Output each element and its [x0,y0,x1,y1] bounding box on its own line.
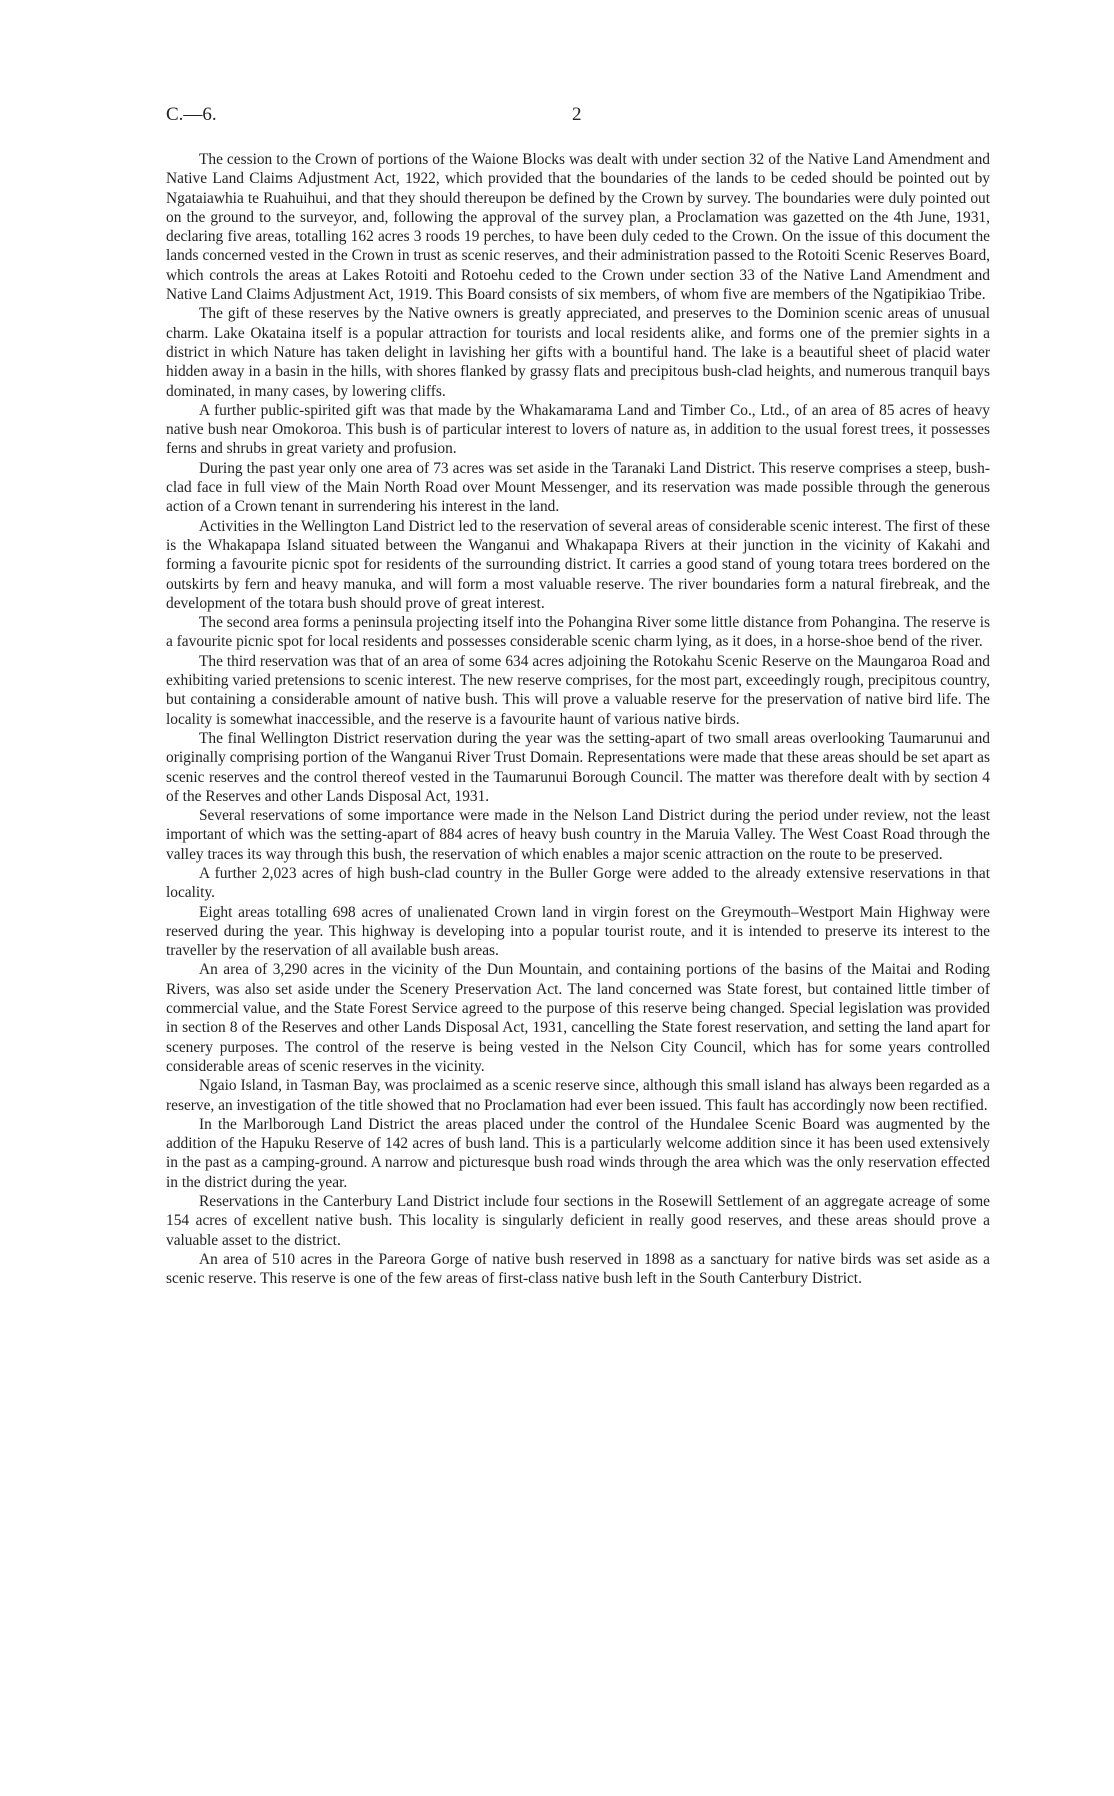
paragraph-nelson-maruia: Several reservations of some importance were made in the Nelson Land District during the period under review, not the least important of which was the setting-apart of 884 acres of heavy bush country in the Maruia Valley. The West Coast Road through the valley traces its way through this bush, the reservation of which enables a major scenic attraction on the route to be preserved. [166,807,990,863]
document-body [166,150,990,1289]
paragraph-ngaio-island: Ngaio Island, in Tasman Bay, was proclaimed as a scenic reserve since, although this small island has always been regarded as a reserve, an investigation of the title showed that no Proclamation had ever been issued. This fault has accordingly now been rectified. [166,1077,990,1114]
paragraph-taumarunui: The final Wellington District reservation during the year was the setting-apart of two small areas overlooking Taumarunui and originally comprising portion of the Wanganui River Trust Domain. Representations were made that these areas should be set apart as scenic reserves and the control thereof vested in the Taumarunui Borough Council. The matter was therefore dealt with by section 4 of the Reserves and other Lands Disposal Act, 1931. [166,729,990,805]
paragraph-dun-mountain: An area of 3,290 acres in the vicinity of the Dun Mountain, and containing portions of the basins of the Maitai and Roding Rivers, was also set aside under the Scenery Preservation Act. The land concerned was State forest, but contained little timber of commercial value, and the State Forest Service agreed to the purpose of this reserve being changed. Special legislation was provided in section 8 of the Reserves and other Lands Disposal Act, 1931, cancelling the State forest reservation, and setting the land apart for scenery purposes. The control of the reserve is being vested in the Nelson City Council, which has for some years controlled considerable areas of scenic reserves in the vicinity. [166,961,990,1075]
paragraph-lake-okataina: The gift of these reserves by the Native owners is greatly appreciated, and preserves to the Dominion scenic areas of unusual charm. Lake Okataina itself is a popular attraction for tourists and local residents alike, and forms one of the premier sights in a district in which Nature has taken delight in lavishing her gifts with a bountiful hand. The lake is a beautiful sheet of placid water hidden away in a basin in the hills, with shores flanked by grassy flats and precipitous bush-clad heights, and numerous tranquil bays dominated, in many cases, by lowering cliffs. [166,305,990,400]
paragraph-marlborough: In the Marlborough Land District the areas placed under the control of the Hundalee Scenic Board was augmented by the addition of the Hapuku Reserve of 142 acres of bush land. This is a particularly welcome addition since it has been used extensively in the past as a camping-ground. A narrow and picturesque bush road winds through the area which was the only reservation effected in the district during the year. [166,1115,990,1191]
paragraph-pohangina: The second area forms a peninsula projecting itself into the Pohangina River some little distance from Pohangina. The reserve is a favourite picnic spot for local residents and possesses considerable scenic charm lying, as it does, in a horse-shoe bend of the river. [166,614,990,651]
paragraph-buller-gorge: A further 2,023 acres of high bush-clad country in the Buller Gorge were added to the already extensive reservations in that locality. [166,864,990,902]
paragraph-pareora-gorge: An area of 510 acres in the Pareora Gorge of native bush reserved in 1898 as a sanctuary for native birds was set aside as a scenic reserve. This reserve is one of the few areas of first-class native bush left in the South Canterbury District. [166,1250,990,1288]
paragraph-waione-blocks: The cession to the Crown of portions of the Waione Blocks was dealt with under section 32 of the Native Land Amendment and Native Land Claims Adjustment Act, 1922, which provided that the boundaries of the lands to be ceded should be pointed out by Ngataiawhia te Ruahuihui, and that they should thereupon be defined by the Crown by survey. The boundaries were duly pointed out on the ground to the surveyor, and, following the approval of the survey plan, a Proclamation was gazetted on the 4th June, 1931, declaring five areas, totalling 162 acres 3 roods 19 perches, to have been duly ceded to the Crown. On the issue of this document the lands concerned vested in the Crown in trust as scenic reserves, and their administration passed to the Rotoiti Scenic Reserves Board, which controls the areas at Lakes Rotoiti and Rotoehu ceded to the Crown under section 33 of the Native Land Amendment and Native Land Claims Adjustment Act, 1919. This Board consists of six members, of whom five are members of the Ngatipikiao Tribe. [166,151,990,304]
paragraph-taranaki: During the past year only one area of 73 acres was set aside in the Taranaki Land District. This reserve comprises a steep, bush-clad face in full view of the Main North Road over Mount Messenger, and its reservation was made possible through the generous action of a Crown tenant in surrendering his interest in the land. [166,459,990,516]
page-number: 2 [572,104,582,125]
paragraph-whakamarama-gift: A further public-spirited gift was that made by the Whakamarama Land and Timber Co., Ltd., of an area of 85 acres of heavy native bush near Omokoroa. This bush is of particular interest to lovers of nature as, in addition to the usual forest trees, it possesses ferns and shrubs in great variety and profusion. [166,401,990,458]
paragraph-greymouth-westport: Eight areas totalling 698 acres of unalienated Crown land in virgin forest on the Greymouth–Westport Main Highway were reserved during the year. This highway is developing into a popular tourist route, and it is intended to preserve its interest to the traveller by the reservation of all available bush areas. [166,903,990,960]
paragraph-wellington-whakapapa: Activities in the Wellington Land District led to the reservation of several areas of considerable scenic interest. The first of these is the Whakapapa Island situated between the Wanganui and Whakapapa Rivers at their junction in the vicinity of Kakahi and forming a favourite picnic spot for residents of the surrounding district. It carries a good stand of young totara trees bordered on the outskirts by fern and heavy manuka, and will form a most valuable reserve. The river boundaries form a natural firebreak, and the development of the totara bush should prove of great interest. [166,517,990,612]
paragraph-canterbury: Reservations in the Canterbury Land District include four sections in the Rosewill Settlement of an aggregate acreage of some 154 acres of excellent native bush. This locality is singularly deficient in really good reserves, and these areas should prove a valuable asset to the district. [166,1193,990,1249]
page-header [166,104,986,128]
document-reference: C.—6. [166,104,217,125]
paragraph-rotokahu: The third reservation was that of an area of some 634 acres adjoining the Rotokahu Scenic Reserve on the Maungaroa Road and exhibiting varied pretensions to scenic interest. The new reserve comprises, for the most part, exceedingly rough, precipitous country, but containing a considerable amount of native bush. This will prove a valuable reserve for the preservation of native bird life. The locality is somewhat inaccessible, and the reserve is a favourite haunt of various native birds. [166,652,990,728]
